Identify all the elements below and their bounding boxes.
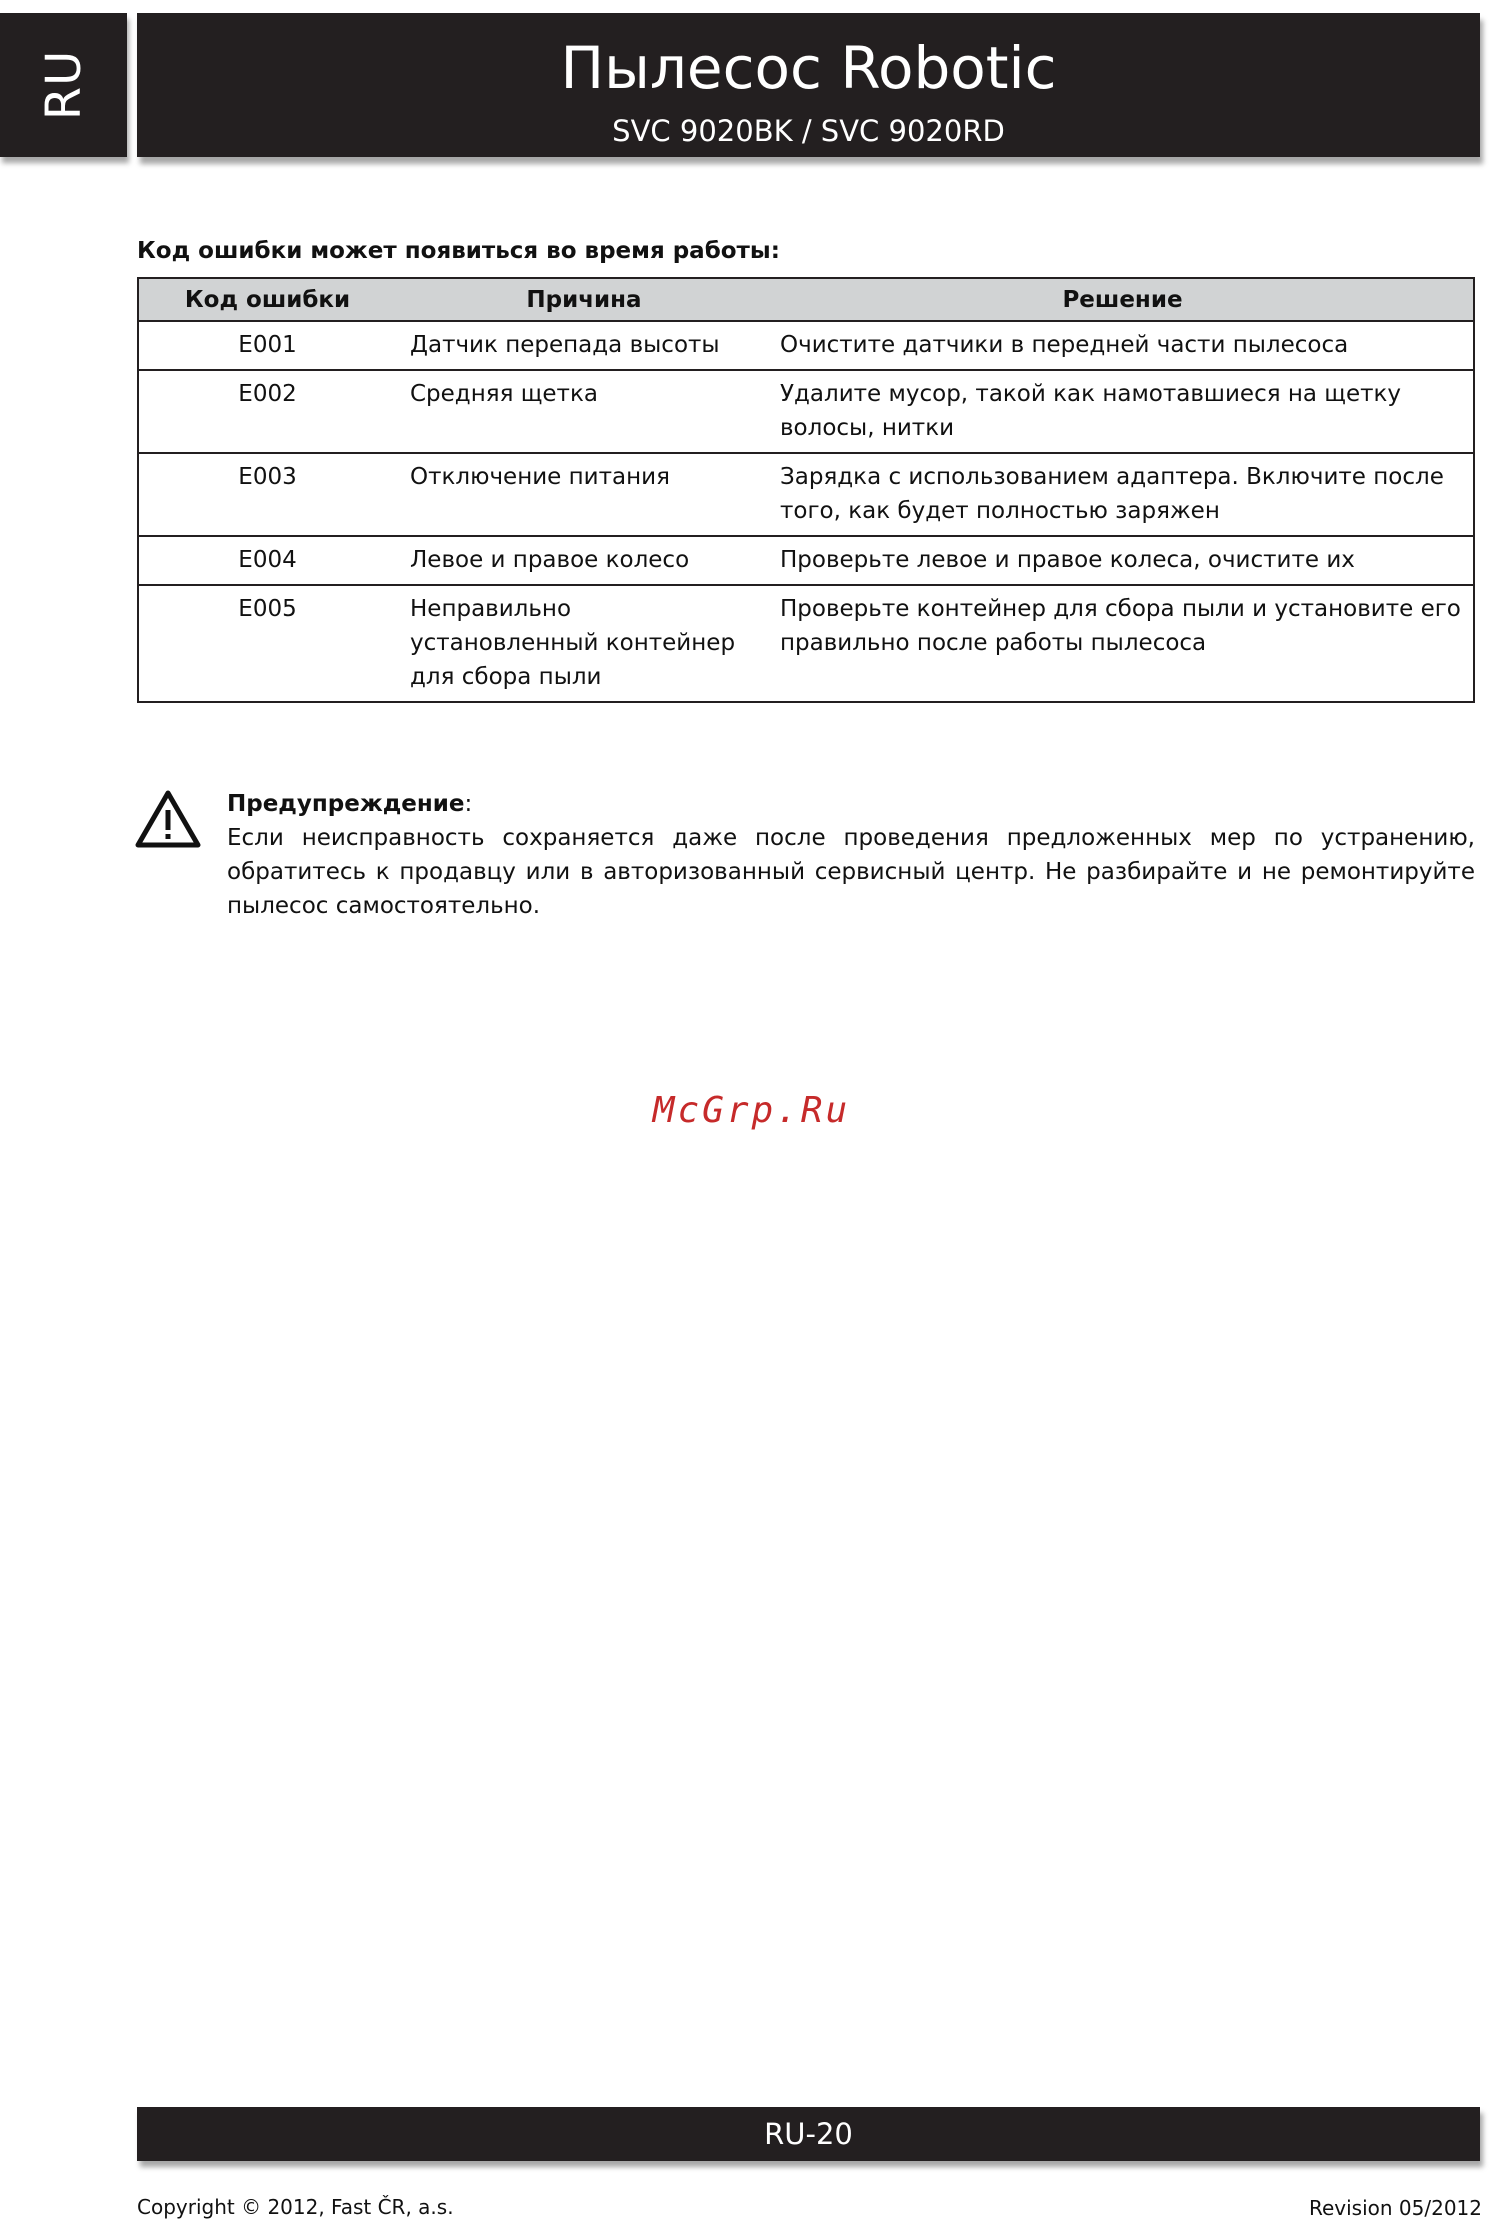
error-code: E003	[138, 453, 396, 536]
warning-title-colon: :	[464, 791, 473, 817]
error-solution: Проверьте контейнер для сбора пыли и установите его правильно после работы пылесоса	[772, 585, 1474, 702]
error-solution: Проверьте левое и правое колеса, очистите их	[772, 536, 1474, 585]
language-label: RU	[35, 49, 92, 121]
column-header-code: Код ошибки	[138, 278, 396, 321]
error-solution: Зарядка с использованием адаптера. Включите после того, как будет полностью заряжен	[772, 453, 1474, 536]
page-number: RU-20	[764, 2117, 853, 2151]
error-code: E002	[138, 370, 396, 453]
table-row	[138, 585, 1474, 702]
error-solution: Очистите датчики в передней части пылесоса	[772, 321, 1474, 370]
table-row	[138, 536, 1474, 585]
watermark: McGrp.Ru	[652, 1090, 851, 1131]
error-code: E005	[138, 585, 396, 702]
title-bar	[137, 13, 1480, 157]
table-row	[138, 370, 1474, 453]
table-row	[138, 321, 1474, 370]
error-cause: Неправильно установленный контейнер для сбора пыли	[396, 585, 772, 702]
copyright: Copyright © 2012, Fast ČR, a.s.	[137, 2195, 454, 2219]
language-tab	[0, 13, 127, 157]
error-cause: Средняя щетка	[396, 370, 772, 453]
error-cause: Датчик перепада высоты	[396, 321, 772, 370]
column-header-solution: Решение	[772, 278, 1474, 321]
warning-triangle-icon	[135, 790, 201, 848]
model-subtitle: SVC 9020BK / SVC 9020RD	[612, 114, 1005, 148]
section-heading: Код ошибки может появиться во время работы:	[137, 238, 780, 264]
error-code: E001	[138, 321, 396, 370]
error-solution: Удалите мусор, такой как намотавшиеся на щетку волосы, нитки	[772, 370, 1474, 453]
error-code-table	[137, 277, 1475, 703]
page-title: Пылесос Robotic	[560, 34, 1057, 102]
warning-title	[227, 787, 472, 821]
warning-title-text: Предупреждение	[227, 791, 465, 817]
footer-page-bar	[137, 2107, 1480, 2161]
error-cause: Левое и правое колесо	[396, 536, 772, 585]
error-cause: Отключение питания	[396, 453, 772, 536]
column-header-cause: Причина	[396, 278, 772, 321]
revision: Revision 05/2012	[1308, 2196, 1482, 2220]
error-code: E004	[138, 536, 396, 585]
warning-text: Если неисправность сохраняется даже после проведения предложенных мер по устранению, обратитесь к продавцу или в авторизованный сервисный центр. Не разбирайте и не ремонтируйте пылесос самостоятельно.	[227, 825, 1475, 919]
table-row	[138, 453, 1474, 536]
table-header-row	[138, 278, 1474, 321]
